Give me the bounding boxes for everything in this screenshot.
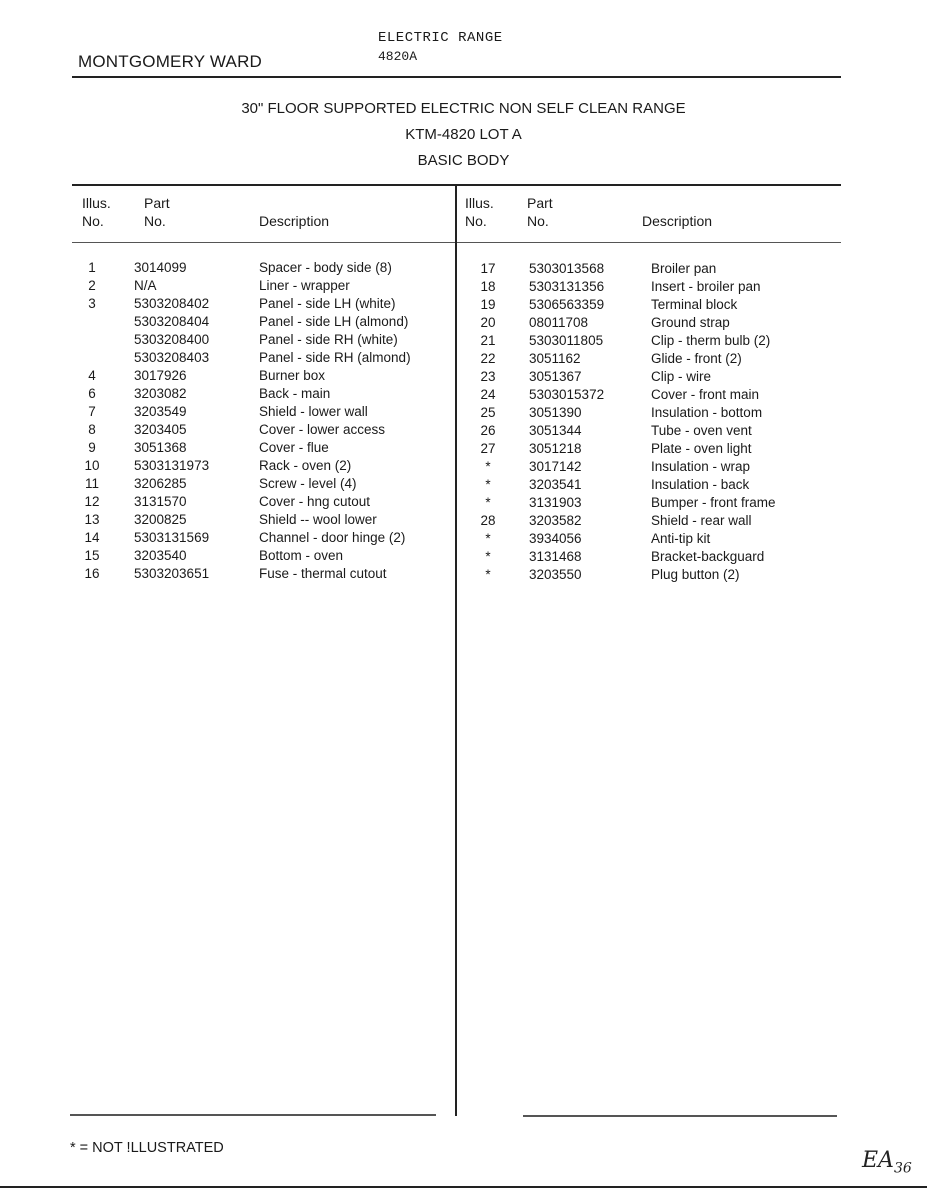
part-number: 5303131356 [529, 279, 605, 294]
part-number: 3131570 [134, 494, 187, 509]
part-description: Fuse - thermal cutout [259, 566, 387, 581]
illus-number: 28 [480, 513, 496, 528]
table-row [457, 423, 841, 441]
part-label: Part [144, 195, 170, 211]
part-description: Cover - front main [651, 387, 760, 402]
part-description: Panel - side RH (almond) [259, 350, 411, 365]
part-number: 3051344 [529, 423, 582, 438]
illus-number: 10 [84, 458, 100, 473]
left-header-rule [72, 242, 455, 243]
part-number: 3017926 [134, 368, 187, 383]
part-number: 3051390 [529, 405, 582, 420]
part-number: 3051367 [529, 369, 582, 384]
illus-number: 14 [84, 530, 100, 545]
part-number: 5303208403 [134, 350, 210, 365]
part-number: 3203550 [529, 567, 582, 582]
table-row [457, 477, 841, 495]
part-description: Liner - wrapper [259, 278, 350, 293]
part-number: N/A [134, 278, 157, 293]
part-description: Clip - therm bulb (2) [651, 333, 771, 348]
part-number: 3200825 [134, 512, 187, 527]
part-number: 3051368 [134, 440, 187, 455]
illus-number: * [485, 567, 491, 582]
table-row [72, 458, 455, 476]
no-label: No. [527, 213, 549, 229]
illus-number: 1 [88, 260, 96, 275]
header-rule [72, 76, 841, 78]
part-description: Bumper - front frame [651, 495, 776, 510]
illus-number: 19 [480, 297, 496, 312]
part-description: Burner box [259, 368, 326, 383]
table-row [457, 297, 841, 315]
table-row [457, 387, 841, 405]
part-number: 3203582 [529, 513, 582, 528]
part-number: 5303208404 [134, 314, 210, 329]
table-row [72, 350, 455, 368]
footnote: * = NOT !LLUSTRATED [70, 1140, 224, 1156]
illus-number: 7 [88, 404, 96, 419]
illus-number: 17 [480, 261, 496, 276]
table-row [457, 531, 841, 549]
part-description: Shield -- wool lower [259, 512, 377, 527]
part-description: Cover - flue [259, 440, 329, 455]
table-row [457, 315, 841, 333]
part-description: Cover - hng cutout [259, 494, 371, 509]
illus-number: 20 [480, 315, 496, 330]
illus-number: 24 [480, 387, 496, 402]
table-row [72, 278, 455, 296]
illus-number: 4 [88, 368, 96, 383]
right-description-header: Description [642, 213, 713, 229]
table-row [457, 261, 841, 279]
part-number: 3203540 [134, 548, 187, 563]
illus-number: * [485, 459, 491, 474]
part-number: 3934056 [529, 531, 582, 546]
part-description: Bracket-backguard [651, 549, 765, 564]
illus-number: * [485, 531, 491, 546]
part-description: Bottom - oven [259, 548, 344, 563]
part-number: 3051218 [529, 441, 582, 456]
illus-number: * [485, 495, 491, 510]
part-description: Back - main [259, 386, 331, 401]
part-description: Terminal block [651, 297, 738, 312]
table-row [457, 441, 841, 459]
part-description: Insulation - wrap [651, 459, 751, 474]
illus-number: 8 [88, 422, 96, 437]
table-row [72, 296, 455, 314]
table-row [457, 351, 841, 369]
left-parts-list [72, 260, 455, 584]
page-mark-number: 36 [893, 1160, 912, 1177]
part-description: Plate - oven light [651, 441, 752, 456]
model-lot: KTM-4820 LOT A [405, 126, 522, 143]
part-number: 3051162 [529, 351, 581, 366]
table-row [72, 314, 455, 332]
illus-label: Illus. [82, 195, 111, 211]
part-number: 3014099 [134, 260, 187, 275]
brand-name: MONTGOMERY WARD [78, 52, 263, 71]
left-part-header [144, 194, 170, 230]
part-number: 3203549 [134, 404, 187, 419]
part-number: 5303015372 [529, 387, 605, 402]
part-number: 3203541 [529, 477, 582, 492]
illus-number: 23 [480, 369, 496, 384]
illus-number: 26 [480, 423, 496, 438]
part-description: Clip - wire [651, 369, 712, 384]
illus-number: 12 [84, 494, 100, 509]
table-row [457, 567, 841, 585]
table-row [72, 368, 455, 386]
no-label: No. [82, 213, 104, 229]
table-row [457, 333, 841, 351]
table-row [457, 405, 841, 423]
part-description: Ground strap [651, 315, 730, 330]
right-bottom-rule [523, 1115, 837, 1117]
illus-number: 27 [480, 441, 496, 456]
part-description: Insulation - bottom [651, 405, 763, 420]
table-row [72, 440, 455, 458]
part-number: 3131468 [529, 549, 582, 564]
page-bottom-rule [0, 1186, 927, 1188]
table-row [457, 495, 841, 513]
table-row [72, 332, 455, 350]
right-part-header [527, 194, 553, 230]
part-number: 5303203651 [134, 566, 210, 581]
table-row [72, 260, 455, 278]
illus-number: 9 [88, 440, 96, 455]
part-description: Spacer - body side (8) [259, 260, 392, 275]
part-number: 5303208402 [134, 296, 210, 311]
illus-number: 13 [84, 512, 100, 527]
table-row [457, 549, 841, 567]
no-label: No. [144, 213, 166, 229]
left-description-header: Description [259, 213, 330, 229]
part-number: 3203082 [134, 386, 187, 401]
product-type: ELECTRIC RANGE [378, 30, 503, 46]
table-row [72, 476, 455, 494]
left-bottom-rule [70, 1114, 436, 1116]
part-description: Cover - lower access [259, 422, 386, 437]
table-row [457, 513, 841, 531]
illus-number: 22 [480, 351, 496, 366]
model-number: 4820A [378, 49, 418, 64]
part-description: Insert - broiler pan [651, 279, 761, 294]
part-number: 5303131569 [134, 530, 210, 545]
part-number: 5303208400 [134, 332, 210, 347]
illus-number: 18 [480, 279, 496, 294]
part-description: Rack - oven (2) [259, 458, 352, 473]
table-row [72, 530, 455, 548]
part-description: Panel - side LH (white) [259, 296, 396, 311]
part-description: Channel - door hinge (2) [259, 530, 406, 545]
part-number: 3203405 [134, 422, 187, 437]
part-number: 5303011805 [529, 333, 604, 348]
part-number: 3206285 [134, 476, 187, 491]
no-label: No. [465, 213, 487, 229]
part-description: Insulation - back [651, 477, 750, 492]
table-row [72, 548, 455, 566]
illus-number: 25 [480, 405, 496, 420]
part-description: Shield - lower wall [259, 404, 368, 419]
part-description: Panel - side LH (almond) [259, 314, 409, 329]
illus-number: 6 [88, 386, 96, 401]
right-parts-list [457, 261, 841, 585]
section-title: BASIC BODY [417, 152, 510, 169]
part-number: 5303013568 [529, 261, 605, 276]
table-row [72, 404, 455, 422]
table-row [72, 566, 455, 584]
part-description: Plug button (2) [651, 567, 740, 582]
left-illus-header [82, 194, 111, 230]
table-row [72, 422, 455, 440]
illus-number: 21 [480, 333, 496, 348]
initials: EA [862, 1148, 894, 1173]
part-description: Broiler pan [651, 261, 717, 276]
part-description: Glide - front (2) [651, 351, 742, 366]
illus-number: 2 [88, 278, 96, 293]
illus-number: * [485, 549, 491, 564]
illus-number: 15 [84, 548, 100, 563]
part-description: Anti-tip kit [651, 531, 711, 546]
illus-number: 3 [88, 296, 96, 311]
part-number: 3017142 [529, 459, 582, 474]
part-number: 08011708 [529, 315, 589, 330]
illus-number: 11 [84, 476, 99, 491]
part-description: Shield - rear wall [651, 513, 752, 528]
handwritten-initials [862, 1148, 912, 1176]
table-row [72, 386, 455, 404]
table-row [72, 512, 455, 530]
document-title: 30" FLOOR SUPPORTED ELECTRIC NON SELF CLEAN RANGE [241, 100, 686, 117]
illus-number: * [485, 477, 491, 492]
illus-label: Illus. [465, 195, 494, 211]
part-number: 3131903 [529, 495, 582, 510]
part-number: 5303131973 [134, 458, 210, 473]
table-row [457, 369, 841, 387]
part-description: Tube - oven vent [651, 423, 752, 438]
part-description: Screw - level (4) [259, 476, 357, 491]
table-row [72, 494, 455, 512]
part-description: Panel - side RH (white) [259, 332, 398, 347]
illus-number: 16 [84, 566, 100, 581]
table-row [457, 459, 841, 477]
table-row [457, 279, 841, 297]
right-illus-header [465, 194, 494, 230]
right-header-rule [457, 242, 841, 243]
part-number: 5306563359 [529, 297, 605, 312]
part-label: Part [527, 195, 553, 211]
